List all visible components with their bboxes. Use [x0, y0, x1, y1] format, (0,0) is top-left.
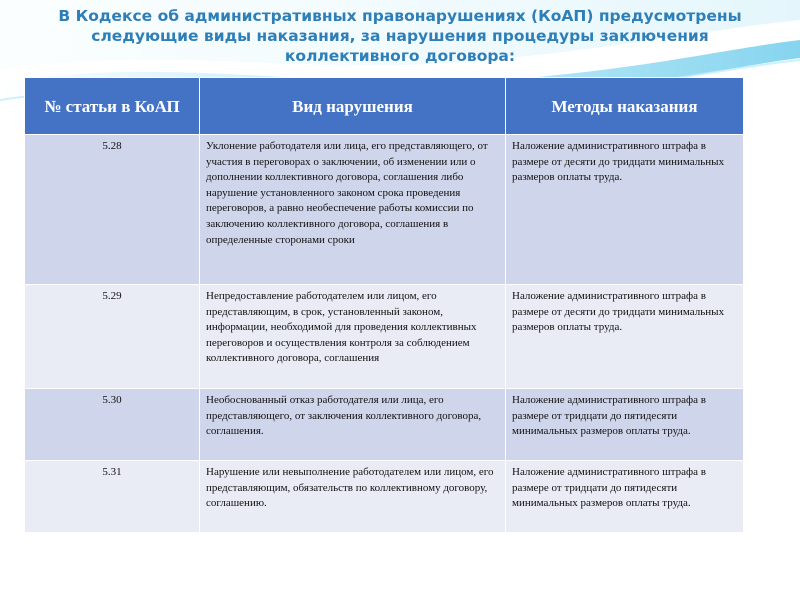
- cell-penalty: Наложение административного штрафа в размере от тридцати до пятидесяти минимальных размеров оплаты труда.: [506, 389, 744, 461]
- cell-article: 5.28: [25, 135, 200, 285]
- cell-penalty: Наложение административного штрафа в размере от тридцати до пятидесяти минимальных размеров оплаты труда.: [506, 461, 744, 533]
- cell-article: 5.31: [25, 461, 200, 533]
- cell-violation: Уклонение работодателя или лица, его представляющего, от участия в переговорах о заключении, об изменении или о дополнении коллективного договора, соглашения либо нарушение установленного законом срока проведения переговоров, а равно необеспечение работы комиссии по заключению коллективного договора, соглашения в определенные сторонами сроки: [200, 135, 506, 285]
- table-header-row: [25, 78, 744, 135]
- header-violation-type: Вид нарушения: [200, 78, 506, 135]
- penalties-table: [24, 77, 744, 533]
- cell-violation: Непредоставление работодателем или лицом, его представляющим, в срок, установленный законом, информации, необходимой для проведения коллективных переговоров и осуществления контроля за соблюдением коллективного договора, соглашения: [200, 285, 506, 389]
- cell-article: 5.29: [25, 285, 200, 389]
- cell-penalty: Наложение административного штрафа в размере от десяти до тридцати минимальных размеров оплаты труда.: [506, 135, 744, 285]
- header-article-number: № статьи в КоАП: [25, 78, 200, 135]
- cell-article: 5.30: [25, 389, 200, 461]
- cell-violation: Необоснованный отказ работодателя или лица, его представляющего, от заключения коллективного договора, соглашения.: [200, 389, 506, 461]
- cell-penalty: Наложение административного штрафа в размере от десяти до тридцати минимальных размеров оплаты труда.: [506, 285, 744, 389]
- table-row: [25, 389, 744, 461]
- penalties-table-container: [24, 77, 743, 533]
- table-row: [25, 135, 744, 285]
- cell-violation: Нарушение или невыполнение работодателем или лицом, его представляющим, обязательств по коллективному договору, соглашению.: [200, 461, 506, 533]
- header-penalty-methods: Методы наказания: [506, 78, 744, 135]
- table-row: [25, 285, 744, 389]
- table-row: [25, 461, 744, 533]
- slide-title: В Кодексе об административных правонарушениях (КоАП) предусмотрены следующие виды наказания, за нарушения процедуры заключения коллективного договора:: [58, 7, 742, 65]
